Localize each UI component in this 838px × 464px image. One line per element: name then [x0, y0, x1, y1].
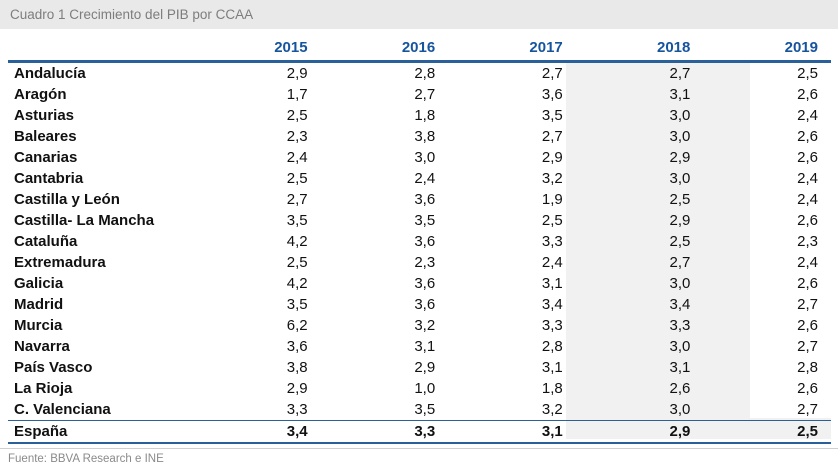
value-cell: 3,3 — [541, 317, 563, 334]
value-cell: 2,8 — [797, 359, 818, 376]
value-cell: 3,5 — [286, 296, 308, 313]
pib-growth-table — [8, 37, 831, 444]
region-name-cell: C. Valenciana — [14, 401, 111, 418]
value-cell: 3,1 — [414, 338, 436, 355]
value-cell: 2,5 — [286, 107, 308, 124]
region-name-cell: Castilla- La Mancha — [14, 212, 155, 229]
value-cell: 2,7 — [286, 191, 308, 208]
table-row — [8, 294, 831, 315]
value-cell: 2,4 — [286, 149, 308, 166]
table-row — [8, 105, 831, 126]
value-cell: 2,4 — [414, 170, 436, 187]
region-name-cell: Cantabria — [14, 170, 84, 187]
table-row — [8, 399, 831, 421]
value-cell: 3,0 — [669, 107, 691, 124]
value-cell: 2,6 — [797, 128, 818, 145]
value-cell: 1,7 — [286, 86, 308, 103]
value-cell: 3,3 — [669, 317, 691, 334]
table-row — [8, 252, 831, 273]
region-name-cell: Aragón — [14, 86, 67, 103]
value-cell: 2,3 — [414, 254, 436, 271]
table-row — [8, 231, 831, 252]
region-name-cell: Asturias — [14, 107, 75, 124]
year-column-header-2017: 2017 — [448, 37, 576, 62]
value-cell: 2,5 — [669, 191, 691, 208]
value-cell: 2,9 — [541, 149, 563, 166]
region-name-cell: Galicia — [14, 275, 64, 292]
region-name-cell: La Rioja — [14, 380, 73, 397]
total-value-cell: 3,1 — [448, 421, 576, 444]
value-cell: 3,1 — [669, 86, 691, 103]
value-cell: 2,4 — [797, 107, 818, 124]
year-column-header-2019: 2019 — [703, 37, 831, 62]
region-name-cell: Baleares — [14, 128, 77, 145]
value-cell: 2,4 — [541, 254, 563, 271]
value-cell: 3,0 — [669, 170, 691, 187]
total-value-cell: 2,9 — [576, 421, 704, 444]
region-name-cell: País Vasco — [14, 359, 93, 376]
value-cell: 2,7 — [797, 338, 818, 355]
table-row — [8, 189, 831, 210]
year-column-header-2018: 2018 — [576, 37, 704, 62]
table-row — [8, 147, 831, 168]
value-cell: 3,6 — [414, 296, 436, 313]
region-name-cell: Madrid — [14, 296, 64, 313]
value-cell: 2,5 — [286, 254, 308, 271]
year-column-header-2016: 2016 — [321, 37, 449, 62]
table-row — [8, 210, 831, 231]
total-value-cell: 3,4 — [193, 421, 321, 444]
value-cell: 3,3 — [541, 233, 563, 250]
figure-title: Cuadro 1 Crecimiento del PIB por CCAA — [10, 7, 254, 22]
region-name-cell: Canarias — [14, 149, 78, 166]
value-cell: 3,5 — [541, 107, 563, 124]
value-cell: 3,0 — [669, 338, 691, 355]
value-cell: 2,5 — [541, 212, 563, 229]
value-cell: 2,7 — [414, 86, 436, 103]
year-column-header-2015: 2015 — [193, 37, 321, 62]
table-row — [8, 273, 831, 294]
value-cell: 3,0 — [414, 149, 436, 166]
value-cell: 2,3 — [286, 128, 308, 145]
value-cell: 1,8 — [541, 380, 563, 397]
figure-title-bar — [0, 0, 838, 29]
value-cell: 3,6 — [414, 275, 436, 292]
value-cell: 3,6 — [541, 86, 563, 103]
value-cell: 3,0 — [669, 128, 691, 145]
value-cell: 3,2 — [414, 317, 436, 334]
total-row — [8, 421, 831, 444]
value-cell: 3,6 — [286, 338, 308, 355]
value-cell: 2,6 — [797, 86, 818, 103]
value-cell: 3,1 — [669, 359, 691, 376]
value-cell: 2,9 — [669, 149, 691, 166]
value-cell: 2,5 — [286, 170, 308, 187]
value-cell: 2,9 — [414, 359, 436, 376]
table-row — [8, 357, 831, 378]
region-name-cell: Cataluña — [14, 233, 78, 250]
header-row — [8, 37, 831, 62]
total-value-cell: 3,3 — [321, 421, 449, 444]
value-cell: 3,4 — [541, 296, 563, 313]
value-cell: 2,6 — [797, 317, 818, 334]
value-cell: 3,5 — [286, 212, 308, 229]
value-cell: 3,5 — [414, 212, 436, 229]
value-cell: 4,2 — [286, 233, 308, 250]
region-name-cell: Extremadura — [14, 254, 106, 271]
region-column-header — [8, 37, 193, 62]
table-row — [8, 126, 831, 147]
value-cell: 4,2 — [286, 275, 308, 292]
total-row-label: España — [8, 421, 193, 444]
value-cell: 2,9 — [286, 380, 308, 397]
table-row — [8, 336, 831, 357]
source-note: Fuente: BBVA Research e INE — [0, 448, 838, 464]
table-row — [8, 168, 831, 189]
value-cell: 2,8 — [541, 338, 563, 355]
table-row — [8, 315, 831, 336]
value-cell: 3,1 — [541, 359, 563, 376]
value-cell: 2,7 — [669, 254, 691, 271]
value-cell: 2,6 — [797, 275, 818, 292]
value-cell: 2,7 — [797, 401, 818, 418]
region-name-cell: Navarra — [14, 338, 70, 355]
region-name-cell: Andalucía — [14, 65, 86, 82]
value-cell: 2,7 — [669, 65, 691, 82]
value-cell: 3,2 — [541, 170, 563, 187]
value-cell: 3,3 — [286, 401, 308, 418]
value-cell: 2,4 — [797, 254, 818, 271]
value-cell: 3,8 — [414, 128, 436, 145]
value-cell: 2,9 — [669, 212, 691, 229]
value-cell: 1,0 — [414, 380, 436, 397]
value-cell: 3,2 — [541, 401, 563, 418]
value-cell: 2,8 — [414, 65, 436, 82]
value-cell: 3,1 — [541, 275, 563, 292]
value-cell: 2,6 — [669, 380, 691, 397]
value-cell: 2,7 — [797, 296, 818, 313]
value-cell: 6,2 — [286, 317, 308, 334]
value-cell: 1,9 — [541, 191, 563, 208]
value-cell: 3,5 — [414, 401, 436, 418]
value-cell: 3,6 — [414, 233, 436, 250]
value-cell: 2,6 — [797, 212, 818, 229]
value-cell: 2,6 — [797, 380, 818, 397]
table-row — [8, 84, 831, 105]
value-cell: 2,4 — [797, 191, 818, 208]
value-cell: 2,5 — [669, 233, 691, 250]
value-cell: 2,9 — [286, 65, 308, 82]
value-cell: 2,3 — [797, 233, 818, 250]
table-row — [8, 378, 831, 399]
region-name-cell: Castilla y León — [14, 191, 120, 208]
value-cell: 3,4 — [669, 296, 691, 313]
value-cell: 2,5 — [797, 65, 818, 82]
value-cell: 3,0 — [669, 275, 691, 292]
total-value-cell: 2,5 — [703, 421, 831, 444]
value-cell: 2,7 — [541, 128, 563, 145]
table-row — [8, 62, 831, 85]
value-cell: 2,4 — [797, 170, 818, 187]
value-cell: 3,8 — [286, 359, 308, 376]
value-cell: 2,6 — [797, 149, 818, 166]
value-cell: 2,7 — [541, 65, 563, 82]
region-name-cell: Murcia — [14, 317, 63, 334]
value-cell: 1,8 — [414, 107, 436, 124]
value-cell: 3,0 — [669, 401, 691, 418]
value-cell: 3,6 — [414, 191, 436, 208]
table-area — [8, 37, 831, 444]
